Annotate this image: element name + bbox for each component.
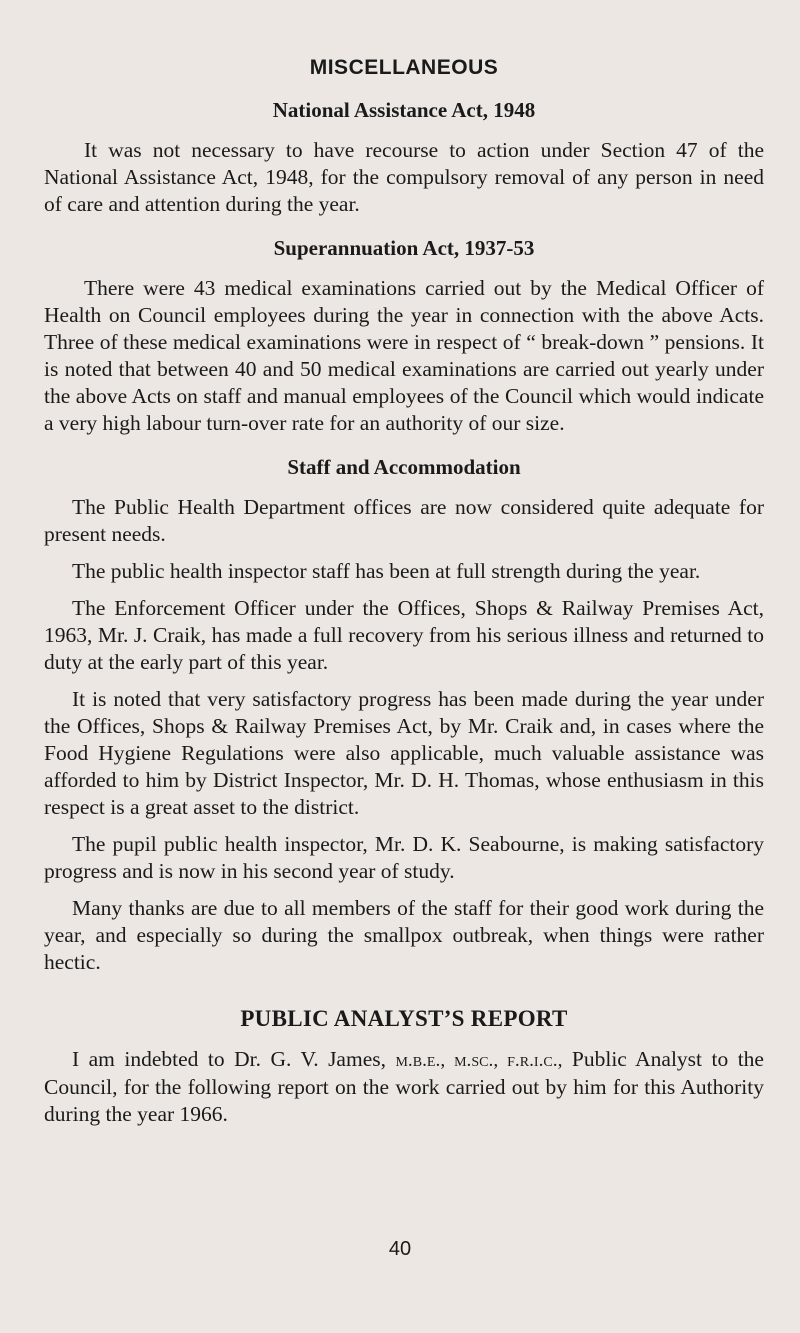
staff-paragraph-2: The public health inspector staff has been at full strength during the year.	[72, 559, 701, 583]
superannuation-heading: Superannuation Act, 1937-53	[273, 236, 535, 260]
page-title: MISCELLANEOUS	[309, 56, 499, 79]
staff-paragraph-6: Many thanks are due to all members of the staff for their good work during the year, and especially so during the smallpox outbreak, when things were rather hectic.	[44, 896, 764, 974]
national-assistance-heading: National Assistance Act, 1948	[272, 98, 536, 122]
public-analyst-heading: PUBLIC ANALYST’S REPORT	[240, 1006, 568, 1031]
staff-paragraph-4: It is noted that very satisfactory progress has been made during the year under the Offices, Shops & Railway Premises Act, by Mr. Craik and, in cases where the Food Hygiene Regulations were also applicable, much valuable assistance was afforded to him by District Inspector, Mr. D. H. Thomas, whose enthusiasm in this respect is a great asset to the district.	[44, 687, 764, 819]
public-analyst-text-after: Public Analyst to the Council, for the following report on the work carried out by him for this Authority during the year 1966.	[44, 1047, 764, 1126]
analyst-qualifications: m.b.e., m.sc., f.r.i.c.,	[395, 1050, 563, 1071]
superannuation-paragraph: There were 43 medical examinations carried out by the Medical Officer of Health on Council employees during the year in connection with the above Acts. Three of these medical examinations were in respect of “ break-down ” pensions. It is noted that between 40 and 50 medical examinations are carried out yearly under the above Acts on staff and manual employees of the Council which would indicate a very high labour turn-over rate for an authority of our size.	[44, 276, 764, 435]
staff-heading: Staff and Accommodation	[287, 455, 521, 479]
public-analyst-text-before: I am indebted to Dr. G. V. James,	[72, 1047, 396, 1071]
staff-paragraph-1: The Public Health Department offices are now considered quite adequate for present needs.	[44, 495, 764, 546]
staff-paragraph-3: The Enforcement Officer under the Offices, Shops & Railway Premises Act, 1963, Mr. J. Craik, has made a full recovery from his serious illness and returned to duty at the early part of this year.	[44, 596, 764, 674]
public-analyst-paragraph	[44, 1046, 764, 1128]
document-page	[44, 42, 764, 1138]
staff-paragraph-5: The pupil public health inspector, Mr. D. K. Seabourne, is making satisfactory progress and is now in his second year of study.	[44, 832, 764, 883]
national-assistance-paragraph: It was not necessary to have recourse to action under Section 47 of the National Assistance Act, 1948, for the compulsory removal of any person in need of care and attention during the year.	[44, 138, 764, 216]
page-number: 40	[388, 1238, 412, 1260]
